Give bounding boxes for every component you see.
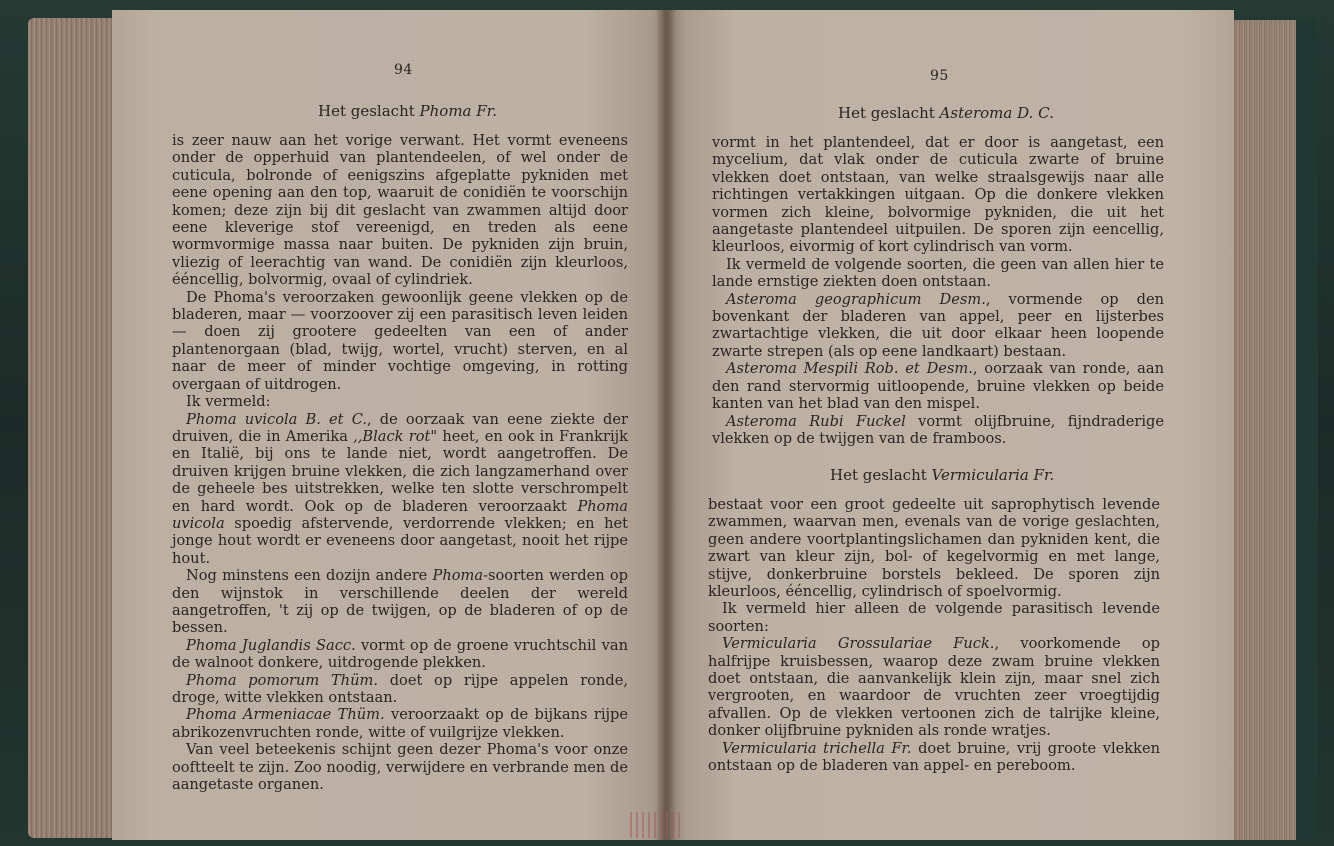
species-name: Asteroma Mespili Rob. et Desm. bbox=[726, 360, 973, 378]
text-run: spoedig afstervende, verdorrende vlekken; en het jonge hout wordt er eveneens door aangetast, nooit het rijpe hout. bbox=[172, 514, 628, 567]
text-run: , de oorzaak van eene ziekte der druiven, die in Amerika bbox=[172, 410, 628, 445]
paragraph bbox=[172, 393, 628, 410]
text-run: , vormende op den bovenkant der bladeren van appel, peer en lijsterbes zwartachtige vlekken, die uit door elkaar heen loopende zwarte strepen (als op eene landkaart) bestaan. bbox=[712, 290, 1165, 360]
paragraph bbox=[712, 134, 1164, 256]
paragraph bbox=[172, 567, 628, 637]
paragraph bbox=[172, 411, 628, 568]
book-cover-edge bbox=[1296, 18, 1318, 842]
species-name: Vermicularia Grossulariae Fuck. bbox=[722, 635, 995, 653]
page-number: 94 bbox=[394, 62, 413, 78]
species-name: Asteroma Rubi Fuckel bbox=[726, 412, 906, 430]
species-name: ,,Black rot" bbox=[353, 427, 438, 445]
text-run: heet, en ook in Frankrijk en Italië, bij ons te lande niet, wordt aangetroffen. De druiven krijgen bruine vlekken, die zich langzamerhand over de geheele bes uitstrekken, welke ten slotte verschrompelt en hard wordt. Ook op de bladeren veroorzaakt bbox=[172, 427, 628, 515]
section-heading: Het geslacht Phoma Fr. bbox=[318, 102, 497, 120]
left-page bbox=[112, 10, 668, 840]
text-run: Ik vermeld de volgende soorten, die geen van allen hier te lande ernstige ziekten doen ontstaan. bbox=[712, 255, 1164, 291]
paragraph bbox=[172, 706, 628, 741]
paragraph bbox=[708, 635, 1160, 739]
text-run: doet bruine, vrij groote vlekken ontstaan op de bladeren van appel- en pereboom. bbox=[708, 739, 1160, 775]
text-run: Nog minstens een dozijn andere bbox=[186, 567, 433, 585]
page-edges-left bbox=[28, 18, 120, 838]
paragraph bbox=[172, 289, 628, 393]
species-name: Phoma bbox=[432, 567, 484, 585]
paragraph bbox=[172, 672, 628, 707]
paragraph bbox=[172, 132, 628, 289]
right-page bbox=[668, 10, 1234, 840]
paragraph bbox=[172, 741, 628, 793]
text-run: -soorten werden op den wijnstok in verschillende deelen der wereld aangetroffen, 't zij op de twijgen, op de bladeren of op de bessen. bbox=[172, 567, 628, 637]
paragraph bbox=[172, 637, 628, 672]
species-name: Asteroma geographicum Desm. bbox=[726, 290, 986, 308]
paragraph bbox=[712, 413, 1164, 448]
body-text bbox=[712, 134, 1164, 447]
paragraph bbox=[712, 360, 1164, 412]
paragraph bbox=[708, 600, 1160, 635]
section-heading-2: Het geslacht Vermicularia Fr. bbox=[830, 466, 1055, 484]
species-name: Phoma Juglandis Sacc. bbox=[186, 636, 356, 654]
text-run: , oorzaak van ronde, aan den rand stervormig uitloopende, bruine vlekken op beide kanten van het blad van den mispel. bbox=[712, 360, 1164, 413]
text-run: Ik vermeld hier alleen de volgende parasitisch levende soorten: bbox=[708, 600, 1160, 635]
paragraph bbox=[712, 291, 1164, 361]
body-text-2 bbox=[708, 496, 1160, 775]
book-gutter bbox=[656, 10, 676, 840]
text-run: bestaat voor een groot gedeelte uit saprophytisch levende zwammen, waarvan men, evenals van de vorige geslachten, geen andere voortplantingslichamen dan pykniden kent, die zwart van kleur zijn, bol- of kegelvormig en met lange, stijve, donkerbruine borstels bekleed. De sporen zijn kleurloos, ééncellig, cylindrisch of spoelvormig. bbox=[708, 496, 1160, 601]
section-heading: Het geslacht Asteroma D. C. bbox=[838, 104, 1054, 122]
species-name: Phoma pomorum Thüm. bbox=[186, 671, 378, 689]
spine-thread bbox=[630, 812, 680, 838]
species-name: Phoma uvicola bbox=[172, 497, 628, 532]
paragraph bbox=[708, 496, 1160, 600]
text-run: Van veel beteekenis schijnt geen dezer Phoma's voor onze ooftteelt te zijn. Zoo noodig, verwijdere en verbrande men de aangetaste organen. bbox=[172, 741, 628, 794]
species-name: Phoma uvicola B. et C. bbox=[186, 410, 367, 428]
species-name: Vermicularia trichella Fr. bbox=[722, 739, 912, 757]
text-run: doet op rijpe appelen ronde, droge, witte vlekken ontstaan. bbox=[172, 671, 628, 706]
text-run: vormt op de groene vruchtschil van de walnoot donkere, uitdrogende plekken. bbox=[172, 636, 628, 672]
text-run: De Phoma's veroorzaken gewoonlijk geene vlekken op de bladeren, maar — voorzoover zij een parasitisch leven leiden — doen zij grootere gedeelten van een of ander plantenorgaan (blad, twijg, wortel, vrucht) sterven, en al naar de meer of minder vochtige omgeving, in rotting overgaan of uitdrogen. bbox=[172, 288, 628, 393]
paragraph bbox=[712, 256, 1164, 291]
text-run: vormt olijfbruine, fijndraderige vlekken op de twijgen van de framboos. bbox=[712, 412, 1164, 447]
species-name: Phoma Armeniacae Thüm. bbox=[186, 706, 385, 724]
paragraph bbox=[708, 740, 1160, 775]
text-run: is zeer nauw aan het vorige verwant. Het vormt eveneens onder de opperhuid van plantendeelen, of wel onder de cuticula, bolronde of eenigszins afgeplatte pykniden met eene opening aan den top, waaruit de conidiën te voorschijn komen; deze zijn bij dit geslacht van zwammen altijd door eene kleverige stof vereenigd, en treden als eene wormvormige massa naar buiten. De pykniden zijn bruin, vliezig of leerachtig van wand. De conidiën zijn kleurloos, ééncellig, bolvormig, ovaal of cylindriek. bbox=[172, 132, 628, 289]
text-run: Ik vermeld: bbox=[186, 393, 271, 411]
text-run: vormt in het plantendeel, dat er door is aangetast, een mycelium, dat vlak onder de cuticula zwarte of bruine vlekken doet ontstaan, van welke straalsgewijs naar alle richtingen vertakkingen uitgaan. Op die donkere vlekken vormen zich kleine, bolvormige pykniden, die uit het aangetaste plantendeel uitpuilen. De sporen zijn eencellig, kleurloos, eivormig of kort cylindrisch van vorm. bbox=[712, 134, 1164, 256]
body-text bbox=[172, 132, 628, 793]
text-run: , voorkomende op halfrijpe kruisbessen, waarop deze zwam bruine vlekken doet ontstaan, die aanvankelijk klein zijn, maar snel zich vergrooten, en waardoor de vruchten zeer vroegtijdig afvallen. Op de vlekken vertoonen zich de talrijke kleine, donker olijfbruine pykniden als ronde wratjes. bbox=[708, 635, 1160, 740]
text-run: veroorzaakt op de bijkans rijpe abrikozenvruchten ronde, witte of vuilgrijze vlekken. bbox=[172, 706, 628, 741]
page-number: 95 bbox=[930, 68, 949, 84]
